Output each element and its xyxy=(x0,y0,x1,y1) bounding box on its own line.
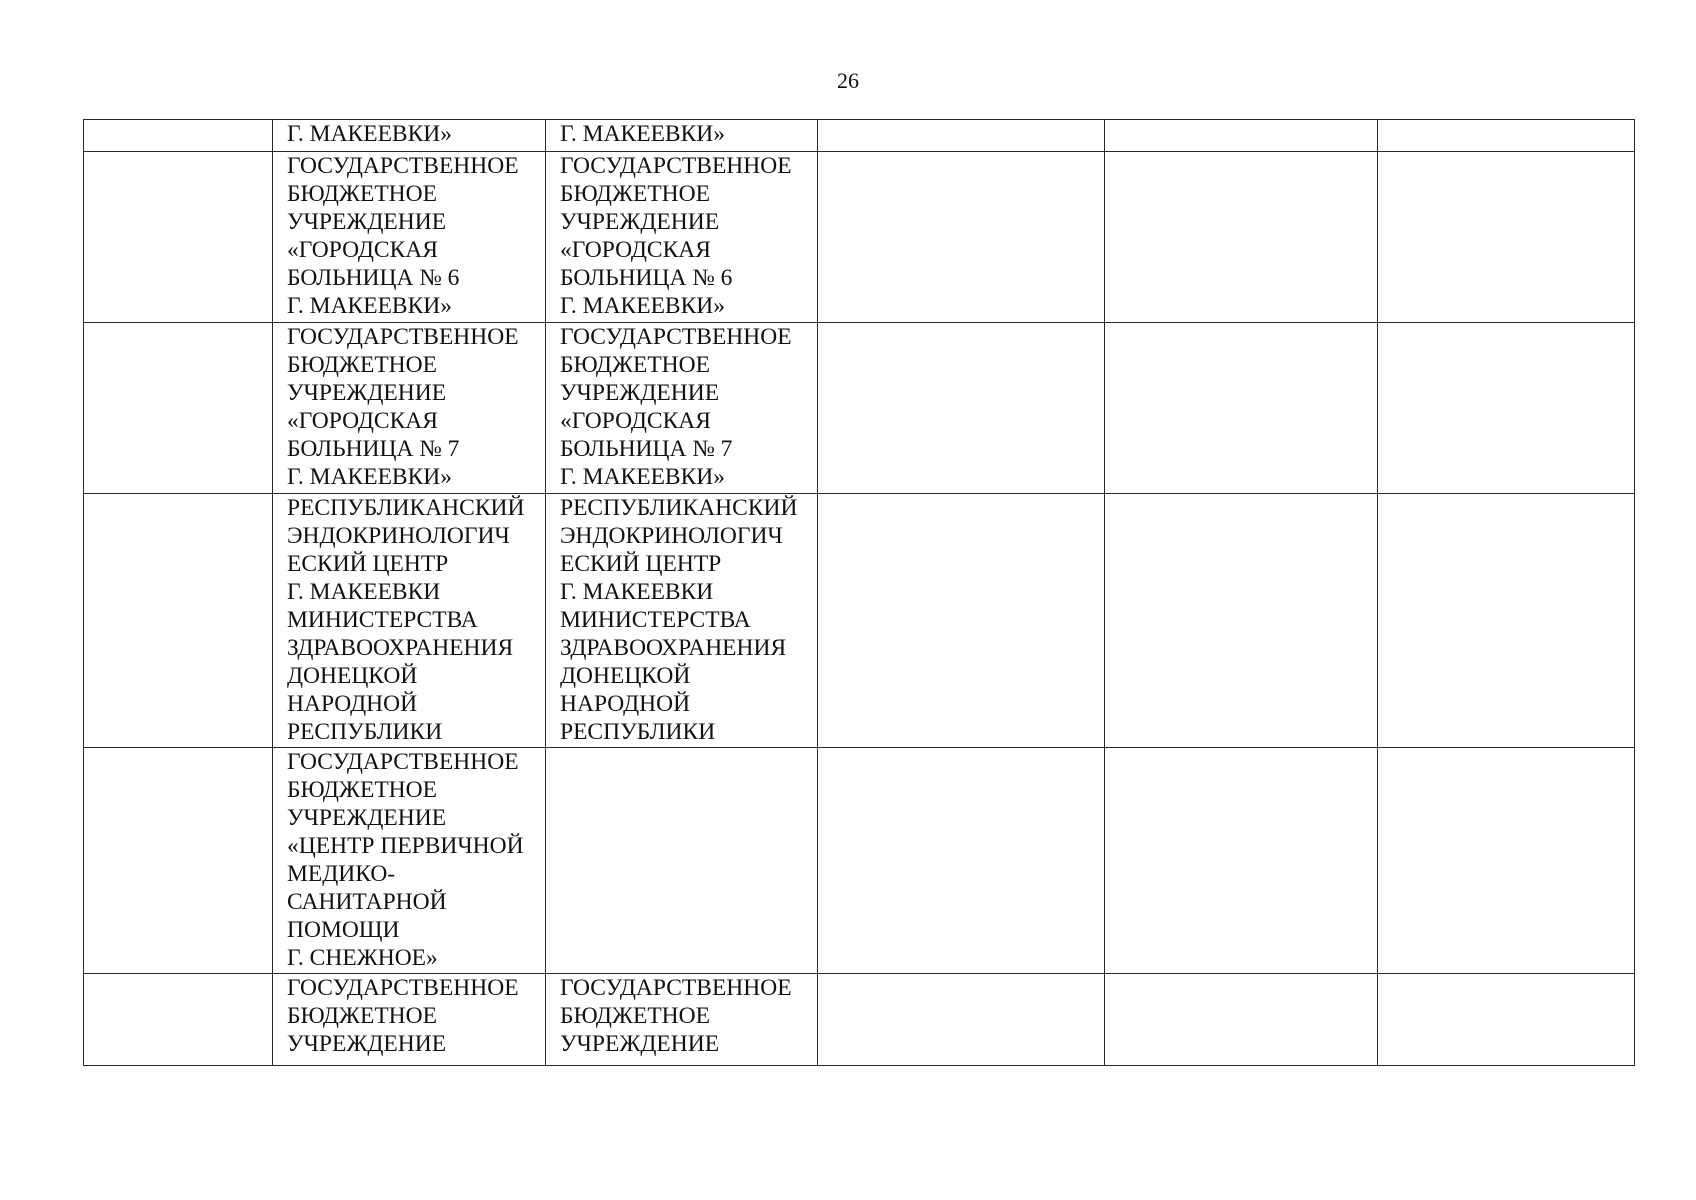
table-cell: Г. МАКЕЕВКИ» xyxy=(273,120,546,152)
table-cell: ГОСУДАРСТВЕННОЕ БЮДЖЕТНОЕ УЧРЕЖДЕНИЕ «ГОРОДСКАЯ БОЛЬНИЦА № 6 Г. МАКЕЕВКИ» xyxy=(273,152,546,323)
institutions-table xyxy=(83,119,1635,1066)
table-cell xyxy=(84,152,273,323)
table-cell xyxy=(1378,120,1635,152)
table-cell: ГОСУДАРСТВЕННОЕ БЮДЖЕТНОЕ УЧРЕЖДЕНИЕ xyxy=(546,974,818,1066)
table-cell: ГОСУДАРСТВЕННОЕ БЮДЖЕТНОЕ УЧРЕЖДЕНИЕ «ГОРОДСКАЯ БОЛЬНИЦА № 7 Г. МАКЕЕВКИ» xyxy=(273,323,546,494)
table-cell: ГОСУДАРСТВЕННОЕ БЮДЖЕТНОЕ УЧРЕЖДЕНИЕ xyxy=(273,974,546,1066)
table-cell: РЕСПУБЛИКАНСКИЙ ЭНДОКРИНОЛОГИЧ ЕСКИЙ ЦЕНТР Г. МАКЕЕВКИ МИНИСТЕРСТВА ЗДРАВООХРАНЕНИЯ ДОНЕЦКОЙ НАРОДНОЙ РЕСПУБЛИКИ xyxy=(546,494,818,748)
table-cell xyxy=(1105,120,1378,152)
table-cell: ГОСУДАРСТВЕННОЕ БЮДЖЕТНОЕ УЧРЕЖДЕНИЕ «ГОРОДСКАЯ БОЛЬНИЦА № 7 Г. МАКЕЕВКИ» xyxy=(546,323,818,494)
table-cell xyxy=(84,323,273,494)
table-cell xyxy=(1378,152,1635,323)
table-cell xyxy=(1105,748,1378,974)
table-row xyxy=(84,323,1635,494)
table-cell xyxy=(1378,748,1635,974)
table-cell xyxy=(1105,152,1378,323)
table-cell: ГОСУДАРСТВЕННОЕ БЮДЖЕТНОЕ УЧРЕЖДЕНИЕ «ЦЕНТР ПЕРВИЧНОЙ МЕДИКО- САНИТАРНОЙ ПОМОЩИ Г. СНЕЖНОЕ» xyxy=(273,748,546,974)
table-cell xyxy=(84,974,273,1066)
table-cell xyxy=(546,748,818,974)
table-cell xyxy=(1105,974,1378,1066)
table-row xyxy=(84,152,1635,323)
table-cell xyxy=(818,748,1105,974)
table-cell xyxy=(1378,974,1635,1066)
table-cell: РЕСПУБЛИКАНСКИЙ ЭНДОКРИНОЛОГИЧ ЕСКИЙ ЦЕНТР Г. МАКЕЕВКИ МИНИСТЕРСТВА ЗДРАВООХРАНЕНИЯ ДОНЕЦКОЙ НАРОДНОЙ РЕСПУБЛИКИ xyxy=(273,494,546,748)
table-cell: ГОСУДАРСТВЕННОЕ БЮДЖЕТНОЕ УЧРЕЖДЕНИЕ «ГОРОДСКАЯ БОЛЬНИЦА № 6 Г. МАКЕЕВКИ» xyxy=(546,152,818,323)
table-cell xyxy=(818,120,1105,152)
table-cell xyxy=(818,974,1105,1066)
table-cell: Г. МАКЕЕВКИ» xyxy=(546,120,818,152)
table-cell xyxy=(1378,323,1635,494)
table-cell xyxy=(84,120,273,152)
table-cell xyxy=(818,323,1105,494)
table-cell xyxy=(1105,494,1378,748)
table-cell xyxy=(818,494,1105,748)
table-row xyxy=(84,494,1635,748)
table-cell xyxy=(84,494,273,748)
page-number: 26 xyxy=(837,68,859,93)
table-row xyxy=(84,748,1635,974)
table-cell xyxy=(818,152,1105,323)
table-row xyxy=(84,120,1635,152)
table-cell xyxy=(1378,494,1635,748)
table-cell xyxy=(84,748,273,974)
table-cell xyxy=(1105,323,1378,494)
table-row xyxy=(84,974,1635,1066)
